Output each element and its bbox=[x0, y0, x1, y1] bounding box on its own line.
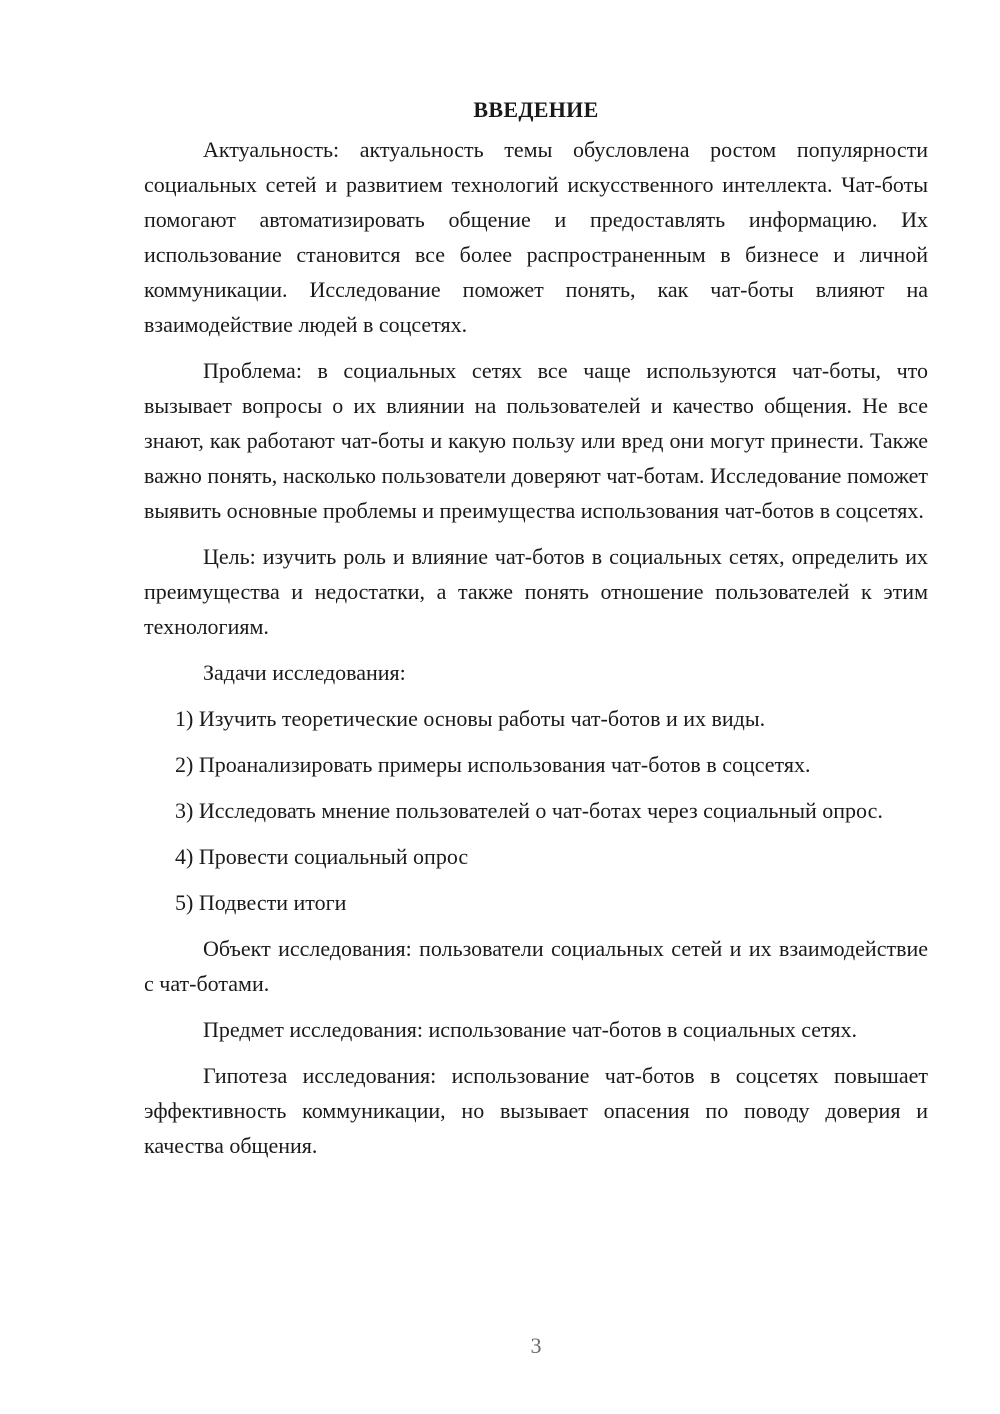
task-item-3: 3) Исследовать мнение пользователей о чат-ботах через социальный опрос. bbox=[175, 798, 883, 823]
paragraph-problem: Проблема: в социальных сетях все чаще используются чат-боты, что вызывает вопросы о их влиянии на пользователей и качество общения. Не все знают, как работают чат-боты и какую пользу или вред они могут принести. Также важно понять, насколько пользователи доверяют чат-ботам. Исследование поможет выявить основные проблемы и преимущества использования чат-ботов в соцсетях. bbox=[144, 358, 928, 523]
task-item-2: 2) Проанализировать примеры использования чат-ботов в соцсетях. bbox=[175, 752, 811, 777]
paragraph-goal: Цель: изучить роль и влияние чат-ботов в социальных сетях, определить их преимущества и недостатки, а также понять отношение пользователей к этим технологиям. bbox=[144, 544, 928, 639]
paragraph-relevance: Актуальность: актуальность темы обусловлена ростом популярности социальных сетей и развитием технологий искусственного интеллекта. Чат-боты помогают автоматизировать общение и предоставлять информацию. Их использование становится все более распространенным в бизнесе и личной коммуникации. Исследование поможет понять, как чат-боты влияют на взаимодействие людей в соцсетях. bbox=[144, 137, 928, 337]
task-item-1: 1) Изучить теоретические основы работы чат-ботов и их виды. bbox=[175, 706, 766, 731]
task-item-4: 4) Провести социальный опрос bbox=[175, 844, 469, 869]
tasks-heading: Задачи исследования: bbox=[203, 660, 406, 685]
paragraph-hypothesis: Гипотеза исследования: использование чат-ботов в соцсетях повышает эффективность коммуникации, но вызывает опасения по поводу доверия и качества общения. bbox=[144, 1063, 928, 1158]
page-number: 3 bbox=[530, 1333, 542, 1358]
paragraph-object: Объект исследования: пользователи социальных сетей и их взаимодействие с чат-ботами. bbox=[144, 936, 928, 996]
document-page bbox=[144, 96, 928, 1174]
paragraph-subject: Предмет исследования: использование чат-ботов в социальных сетях. bbox=[203, 1017, 857, 1042]
page-title: ВВЕДЕНИЕ bbox=[473, 97, 599, 122]
task-item-5: 5) Подвести итоги bbox=[175, 890, 347, 915]
